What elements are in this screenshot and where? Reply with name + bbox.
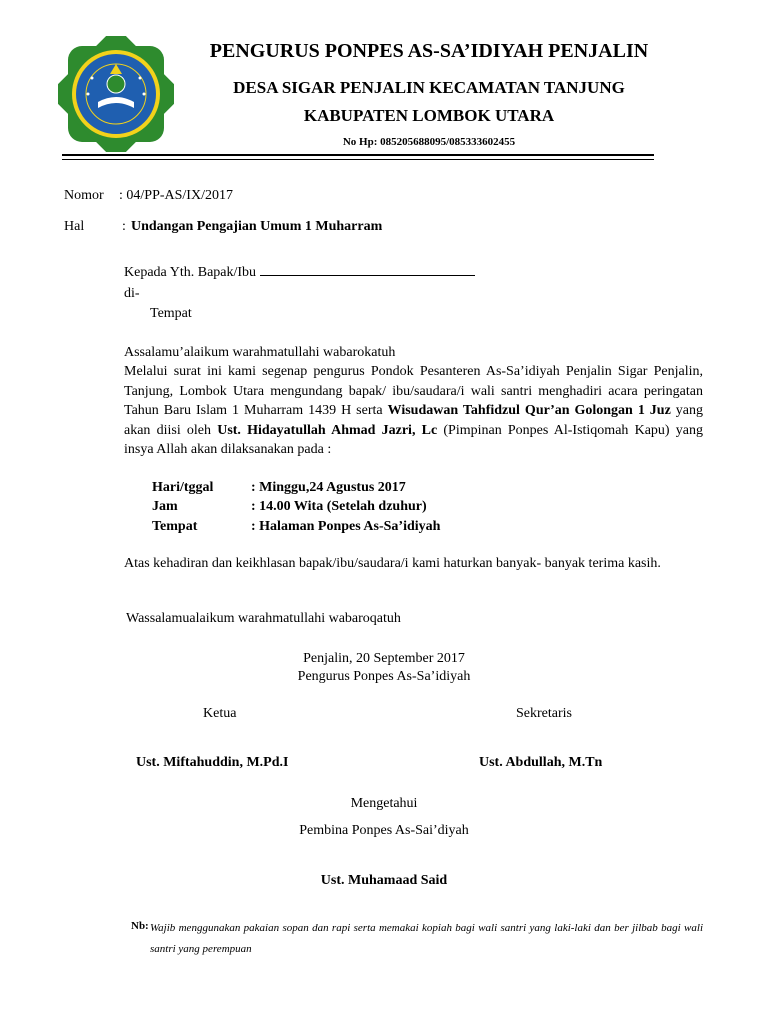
schedule-value-day: : Minggu,24 Agustus 2017 bbox=[251, 480, 406, 495]
letterhead-address-1: DESA SIGAR PENJALIN KECAMATAN TANJUNG bbox=[233, 78, 625, 97]
secretary-name: Ust. Abdullah, M.Tn bbox=[479, 755, 603, 770]
acknowledge-label: Mengetahui bbox=[350, 796, 418, 811]
recipient-di: di- bbox=[124, 286, 140, 301]
note-label: Nb: bbox=[131, 920, 149, 932]
body-text-3: (Pimpinan Ponpes Al-Istiqomah Kapu) yang insya Allah akan dilaksanakan pada : bbox=[124, 422, 703, 457]
letterhead-rule-thin bbox=[62, 159, 654, 160]
closing-greeting: Wassalamualaikum warahmatullahi wabaroqatuh bbox=[126, 611, 401, 626]
note-text: Wajib menggunakan pakaian sopan dan rapi serta memakai kopiah bagi wali santri yang laki-laki dan ber jilbab bagi wali santri yang perempuan bbox=[150, 922, 703, 955]
schedule-value-time: : 14.00 Wita (Setelah dzuhur) bbox=[251, 499, 427, 514]
recipient-line bbox=[124, 263, 475, 282]
letterhead-address-2: KABUPATEN LOMBOK UTARA bbox=[303, 106, 555, 125]
greeting: Assalamu’alaikum warahmatullahi wabarokatuh bbox=[124, 345, 396, 360]
recipient-blank bbox=[260, 263, 475, 276]
chair-title: Ketua bbox=[203, 706, 237, 721]
place-date: Penjalin, 20 September 2017 bbox=[303, 651, 465, 666]
letterhead-org-name: PENGURUS PONPES AS-SA’IDIYAH PENJALIN bbox=[209, 40, 649, 62]
letterhead-rule-thick bbox=[62, 154, 654, 156]
hal-label: Hal bbox=[64, 219, 85, 234]
body-highlight-wisuda: Wisudawan Tahfidzul Qur’an Golongan 1 Juz bbox=[387, 403, 671, 418]
body-highlight-speaker: Ust. Hidayatullah Ahmad Jazri, Lc bbox=[217, 422, 438, 438]
schedule-label-day: Hari/tggal bbox=[152, 480, 214, 495]
chair-name: Ust. Miftahuddin, M.Pd.I bbox=[136, 755, 289, 770]
patron-name: Ust. Muhamaad Said bbox=[320, 873, 448, 888]
schedule-label-time: Jam bbox=[152, 499, 178, 514]
letterhead-phone: No Hp: 085205688095/085333602455 bbox=[342, 136, 516, 148]
nomor-value: : 04/PP-AS/IX/2017 bbox=[119, 188, 233, 203]
schedule-value-place: : Halaman Ponpes As-Sa’idiyah bbox=[251, 519, 441, 534]
secretary-title: Sekretaris bbox=[516, 706, 572, 721]
body-text-1: Melalui surat ini kami segenap pengurus Pondok Pesanteren As-Sa’idiyah Penjalin Sigar Penjalin, Tanjung, Lombok Utara mengundang bapak/ ibu/saudara/i wali santri menghadiri acara peringatan Tahun Baru Islam 1 Muharram 1439 H serta bbox=[124, 364, 703, 418]
thanks-paragraph: Atas kehadiran dan keikhlasan bapak/ibu/saudara/i kami haturkan banyak- banyak terima kasih. bbox=[124, 556, 661, 571]
recipient-tempat: Tempat bbox=[150, 306, 192, 321]
nomor-label: Nomor bbox=[64, 188, 104, 203]
body-paragraph bbox=[124, 362, 703, 460]
recipient-label: Kepada Yth. Bapak/Ibu bbox=[124, 265, 257, 280]
body-text-2: yang akan diisi oleh bbox=[124, 403, 704, 438]
hal-colon: : bbox=[122, 219, 126, 234]
schedule-label-place: Tempat bbox=[152, 519, 198, 534]
patron-title: Pembina Ponpes As-Sai’diyah bbox=[299, 823, 469, 838]
hal-value: Undangan Pengajian Umum 1 Muharram bbox=[131, 219, 383, 234]
signature-org: Pengurus Ponpes As-Sa’idiyah bbox=[297, 669, 471, 684]
